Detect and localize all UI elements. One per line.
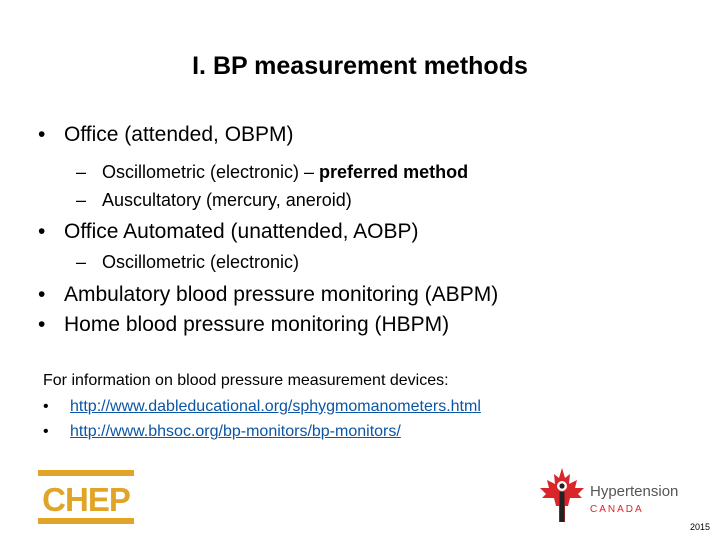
bullet-marker: • [43, 423, 49, 440]
bullet-text: Ambulatory blood pressure monitoring (ABPM) [64, 283, 499, 306]
year-label: 2015 [690, 522, 711, 532]
svg-text:Hypertension: Hypertension [590, 483, 679, 500]
bullet-marker: • [38, 313, 46, 336]
subbullet-oscillometric-preferred [76, 160, 468, 184]
link-row-bhsoc [43, 420, 401, 444]
bullet-marker: • [43, 398, 49, 415]
chep-logo [38, 470, 134, 524]
svg-text:CHEP: CHEP [42, 481, 130, 518]
bullet-hbpm [38, 311, 449, 339]
bullet-office-automated [38, 218, 419, 246]
bhsoc-link[interactable]: http://www.bhsoc.org/bp-monitors/bp-monitors/ [70, 423, 401, 440]
bullet-text: Office (attended, OBPM) [64, 123, 294, 146]
hypertension-canada-logo [532, 466, 702, 526]
bullet-office-attended [38, 121, 294, 149]
bullet-marker: • [38, 220, 46, 243]
subbullet-text: Oscillometric (electronic) – [102, 162, 320, 182]
bullet-text: Office Automated (unattended, AOBP) [64, 220, 419, 243]
link-row-dableducational [43, 395, 481, 419]
bullet-abpm [38, 281, 498, 309]
preferred-method-emphasis: preferred method [319, 162, 469, 182]
dash-marker: – [76, 162, 87, 182]
slide-title: I. BP measurement methods [192, 52, 528, 80]
info-text: For information on blood pressure measurement devices: [43, 372, 449, 389]
bullet-marker: • [38, 123, 46, 146]
subbullet-text: Oscillometric (electronic) [102, 252, 300, 272]
dash-marker: – [76, 190, 87, 210]
bullet-text: Home blood pressure monitoring (HBPM) [64, 313, 450, 336]
subbullet-auscultatory [76, 188, 352, 212]
dash-marker: – [76, 252, 87, 272]
svg-text:CANADA: CANADA [590, 504, 644, 515]
bullet-marker: • [38, 283, 46, 306]
subbullet-text: Auscultatory (mercury, aneroid) [102, 190, 352, 210]
subbullet-oscillometric [76, 250, 299, 274]
dableducational-link[interactable]: http://www.dableducational.org/sphygmomanometers.html [70, 398, 481, 415]
